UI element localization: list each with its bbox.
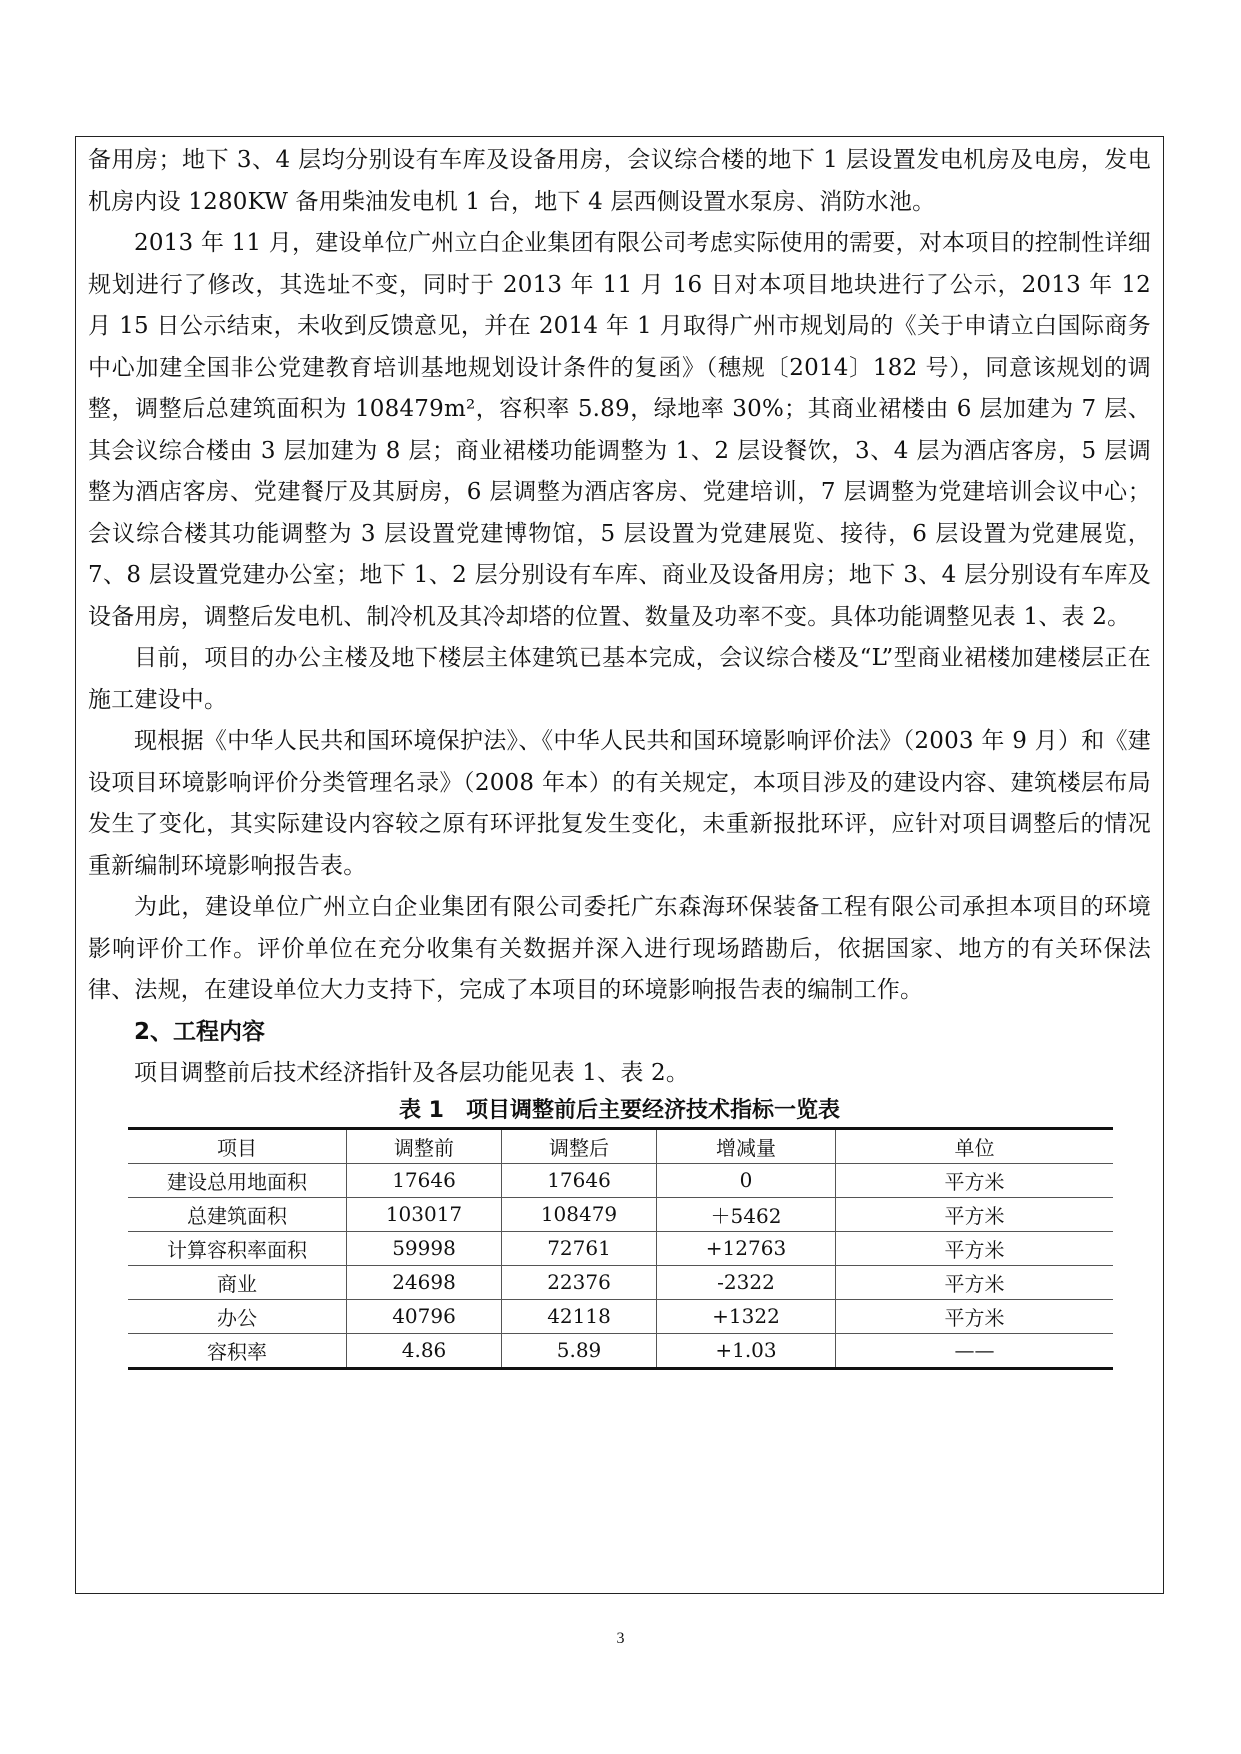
header-change: 增减量 <box>657 1128 836 1163</box>
cell-item: 总建筑面积 <box>128 1197 347 1231</box>
table-row <box>128 1299 1113 1333</box>
table-row <box>128 1265 1113 1299</box>
section-heading: 2、工程内容 <box>134 1018 266 1045</box>
page-number: 3 <box>616 1630 625 1647</box>
cell-unit: 平方米 <box>836 1265 1114 1299</box>
paragraph-1: 备用房；地下 3、4 层均分别设有车库及设备用房，会议综合楼的地下 1 层设置发电机房及电房，发电机房内设 1280KW 备用柴油发电机 1 台，地下 4 层西侧设置水泵房、消防水池。 <box>88 147 1151 215</box>
section-intro: 项目调整前后技术经济指针及各层功能见表 1、表 2。 <box>134 1060 690 1086</box>
cell-change: +12763 <box>657 1231 836 1265</box>
table-header-row <box>128 1128 1113 1163</box>
paragraph-4: 现根据《中华人民共和国环境保护法》、《中华人民共和国环境影响评价法》（2003 年 9 月）和《建设项目环境影响评价分类管理名录》（2008 年本）的有关规定，本项目涉及的建设内容、建筑楼层布局发生了变化，其实际建设内容较之原有环评批复发生变化，未重新报批环评，应针对项目调整后的情况重新编制环境影响报告表。 <box>88 728 1151 879</box>
cell-unit: 平方米 <box>836 1197 1114 1231</box>
cell-unit: 平方米 <box>836 1163 1114 1197</box>
indicator-table <box>128 1127 1113 1370</box>
document-body <box>88 140 1151 1370</box>
header-item: 项目 <box>128 1128 347 1163</box>
cell-before: 17646 <box>347 1163 502 1197</box>
cell-change: +1322 <box>657 1299 836 1333</box>
cell-before: 103017 <box>347 1197 502 1231</box>
cell-before: 4.86 <box>347 1333 502 1368</box>
cell-after: 42118 <box>502 1299 657 1333</box>
cell-after: 22376 <box>502 1265 657 1299</box>
cell-item: 建设总用地面积 <box>128 1163 347 1197</box>
cell-unit: —— <box>836 1333 1114 1368</box>
header-after: 调整后 <box>502 1128 657 1163</box>
header-before: 调整前 <box>347 1128 502 1163</box>
cell-item: 办公 <box>128 1299 347 1333</box>
cell-after: 5.89 <box>502 1333 657 1368</box>
cell-before: 40796 <box>347 1299 502 1333</box>
cell-item: 容积率 <box>128 1333 347 1368</box>
cell-item: 商业 <box>128 1265 347 1299</box>
cell-unit: 平方米 <box>836 1299 1114 1333</box>
cell-after: 17646 <box>502 1163 657 1197</box>
table-row <box>128 1333 1113 1368</box>
paragraph-3: 目前，项目的办公主楼及地下楼层主体建筑已基本完成，会议综合楼及“L”型商业裙楼加建楼层正在施工建设中。 <box>88 645 1151 713</box>
cell-unit: 平方米 <box>836 1231 1114 1265</box>
table-caption: 表 1 项目调整前后主要经济技术指标一览表 <box>399 1097 840 1123</box>
cell-after: 108479 <box>502 1197 657 1231</box>
paragraph-5: 为此，建设单位广州立白企业集团有限公司委托广东森海环保装备工程有限公司承担本项目的环境影响评价工作。评价单位在充分收集有关数据并深入进行现场踏勘后，依据国家、地方的有关环保法律、法规，在建设单位大力支持下，完成了本项目的环境影响报告表的编制工作。 <box>88 894 1151 1003</box>
paragraph-2: 2013 年 11 月，建设单位广州立白企业集团有限公司考虑实际使用的需要，对本项目的控制性详细规划进行了修改，其选址不变，同时于 2013 年 11 月 16 日对本项目地块进行了公示，2013 年 12 月 15 日公示结束，未收到反馈意见，并在 2014 年 1 月取得广州市规划局的《关于申请立白国际商务中心加建全国非公党建教育培训基地规划设计条件的复函》（穗规〔2014〕182 号），同意该规划的调整，调整后总建筑面积为 108479m²，容积率 5.89，绿地率 30%；其商业裙楼由 6 层加建为 7 层、其会议综合楼由 3 层加建为 8 层；商业裙楼功能调整为 1、2 层设餐饮，3、4 层为酒店客房，5 层调整为酒店客房、党建餐厅及其厨房，6 层调整为酒店客房、党建培训，7 层调整为党建培训会议中心；会议综合楼其功能调整为 3 层设置党建博物馆，5 层设置为党建展览、接待，6 层设置为党建展览，7、8 层设置党建办公室；地下 1、2 层分别设有车库、商业及设备用房；地下 3、4 层分别设有车库及设备用房，调整后发电机、制冷机及其冷却塔的位置、数量及功率不变。具体功能调整见表 1、表 2。 <box>88 230 1151 630</box>
cell-before: 59998 <box>347 1231 502 1265</box>
cell-change: -2322 <box>657 1265 836 1299</box>
cell-before: 24698 <box>347 1265 502 1299</box>
table-row <box>128 1163 1113 1197</box>
cell-item: 计算容积率面积 <box>128 1231 347 1265</box>
cell-change: +1.03 <box>657 1333 836 1368</box>
cell-after: 72761 <box>502 1231 657 1265</box>
table-row <box>128 1197 1113 1231</box>
header-unit: 单位 <box>836 1128 1114 1163</box>
cell-change: ＋5462 <box>657 1197 836 1231</box>
cell-change: 0 <box>657 1163 836 1197</box>
table-row <box>128 1231 1113 1265</box>
